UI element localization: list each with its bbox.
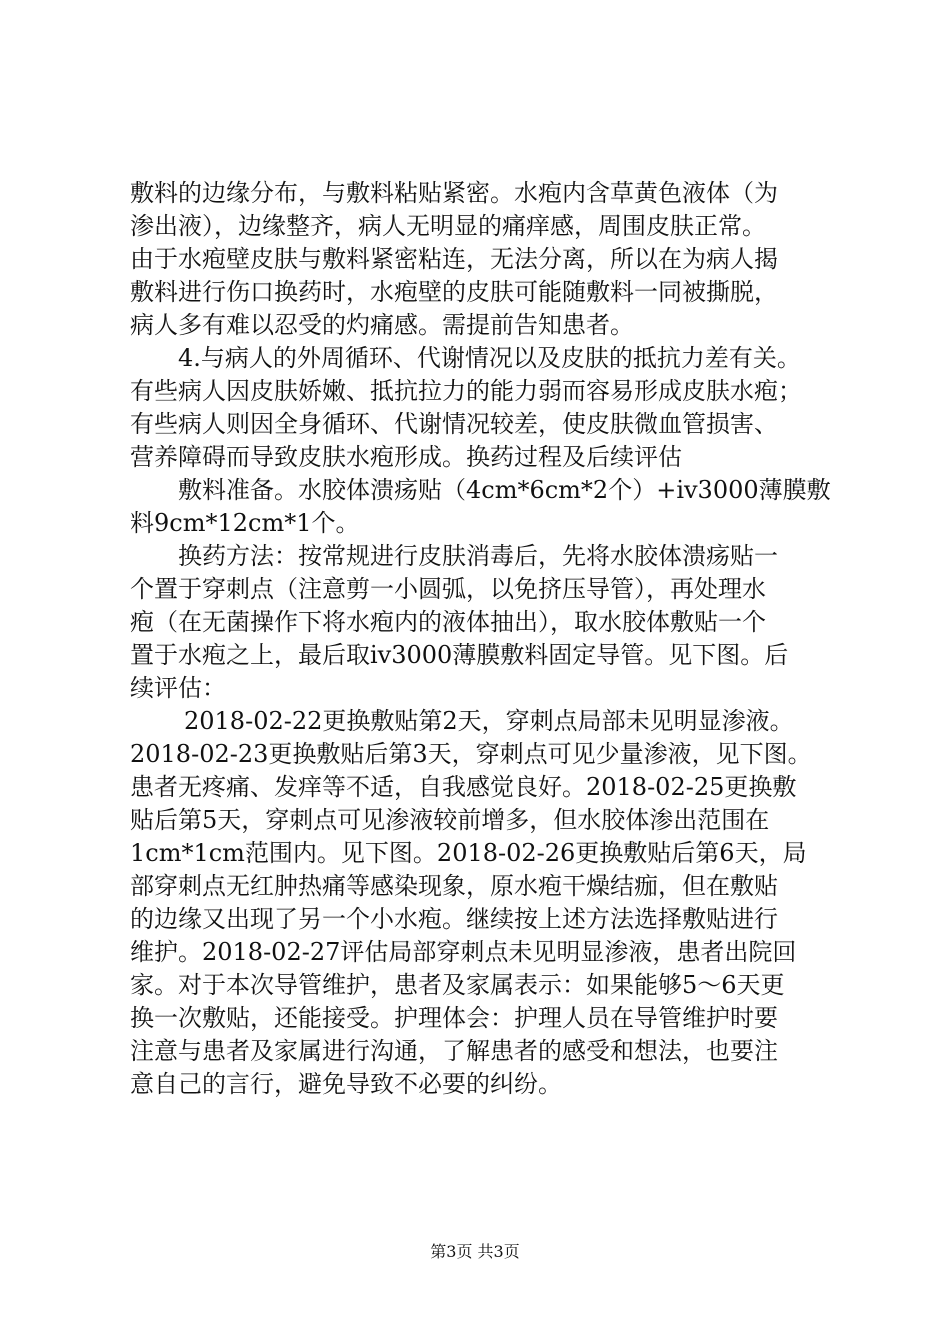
text-line: 有些病人因皮肤娇嫩、抵抗拉力的能力弱而容易形成皮肤水疱； (130, 377, 802, 405)
text-line: 部穿刺点无红肿热痛等感染现象，原水疱干燥结痂，但在敷贴 (130, 872, 778, 900)
text-line: 料9cm*12cm*1个。 (130, 509, 360, 537)
text-line: 有些病人则因全身循环、代谢情况较差，使皮肤微血管损害、 (130, 410, 778, 438)
paragraph-start-line: 换药方法：按常规进行皮肤消毒后，先将水胶体溃疡贴一 (178, 542, 778, 570)
text-line: 维护。2018-02-27评估局部穿刺点未见明显渗液，患者出院回 (130, 938, 797, 966)
paragraph-start-line: 2018-02-22更换敷贴第2天，穿刺点局部未见明显渗液。 (184, 707, 794, 735)
text-line: 病人多有难以忍受的灼痛感。需提前告知患者。 (130, 311, 634, 339)
text-line: 2018-02-23更换敷贴后第3天，穿刺点可见少量渗液，见下图。 (130, 740, 812, 768)
text-line: 家。对于本次导管维护，患者及家属表示：如果能够5～6天更 (130, 971, 785, 999)
text-line: 患者无疼痛、发痒等不适，自我感觉良好。2018-02-25更换敷 (130, 773, 797, 801)
text-line: 意自己的言行，避免导致不必要的纠纷。 (130, 1070, 562, 1098)
text-line: 营养障碍而导致皮肤水疱形成。换药过程及后续评估 (130, 443, 682, 471)
text-line: 置于水疱之上，最后取iv3000薄膜敷料固定导管。见下图。后 (130, 641, 789, 669)
text-line: 贴后第5天，穿刺点可见渗液较前增多，但水胶体渗出范围在 (130, 806, 770, 834)
text-line: 敷料的边缘分布，与敷料粘贴紧密。水疱内含草黄色液体（为 (130, 179, 778, 207)
text-line: 渗出液），边缘整齐，病人无明显的痛痒感，周围皮肤正常。 (130, 212, 766, 240)
text-line: 注意与患者及家属进行沟通，了解患者的感受和想法，也要注 (130, 1037, 778, 1065)
text-line: 续评估： (130, 674, 226, 702)
text-line: 疱（在无菌操作下将水疱内的液体抽出），取水胶体敷贴一个 (130, 608, 766, 636)
text-line: 1cm*1cm范围内。见下图。2018-02-26更换敷贴后第6天，局 (130, 839, 807, 867)
text-line: 由于水疱壁皮肤与敷料紧密粘连，无法分离，所以在为病人揭 (130, 245, 778, 273)
text-line: 的边缘又出现了另一个小水疱。继续按上述方法选择敷贴进行 (130, 905, 778, 933)
paragraph-start-line: 敷料准备。水胶体溃疡贴（4cm*6cm*2个）+iv3000薄膜敷 (178, 476, 831, 504)
text-line: 换一次敷贴，还能接受。护理体会：护理人员在导管维护时要 (130, 1004, 778, 1032)
document-body (130, 177, 848, 1101)
page-footer: 第3页 共3页 (430, 1242, 520, 1261)
paragraph-start-line: 4.与病人的外周循环、代谢情况以及皮肤的抵抗力差有关。 (178, 344, 801, 372)
text-line: 敷料进行伤口换药时，水疱壁的皮肤可能随敷料一同被撕脱， (130, 278, 778, 306)
text-line: 个置于穿刺点（注意剪一小圆弧，以免挤压导管），再处理水 (130, 575, 766, 603)
